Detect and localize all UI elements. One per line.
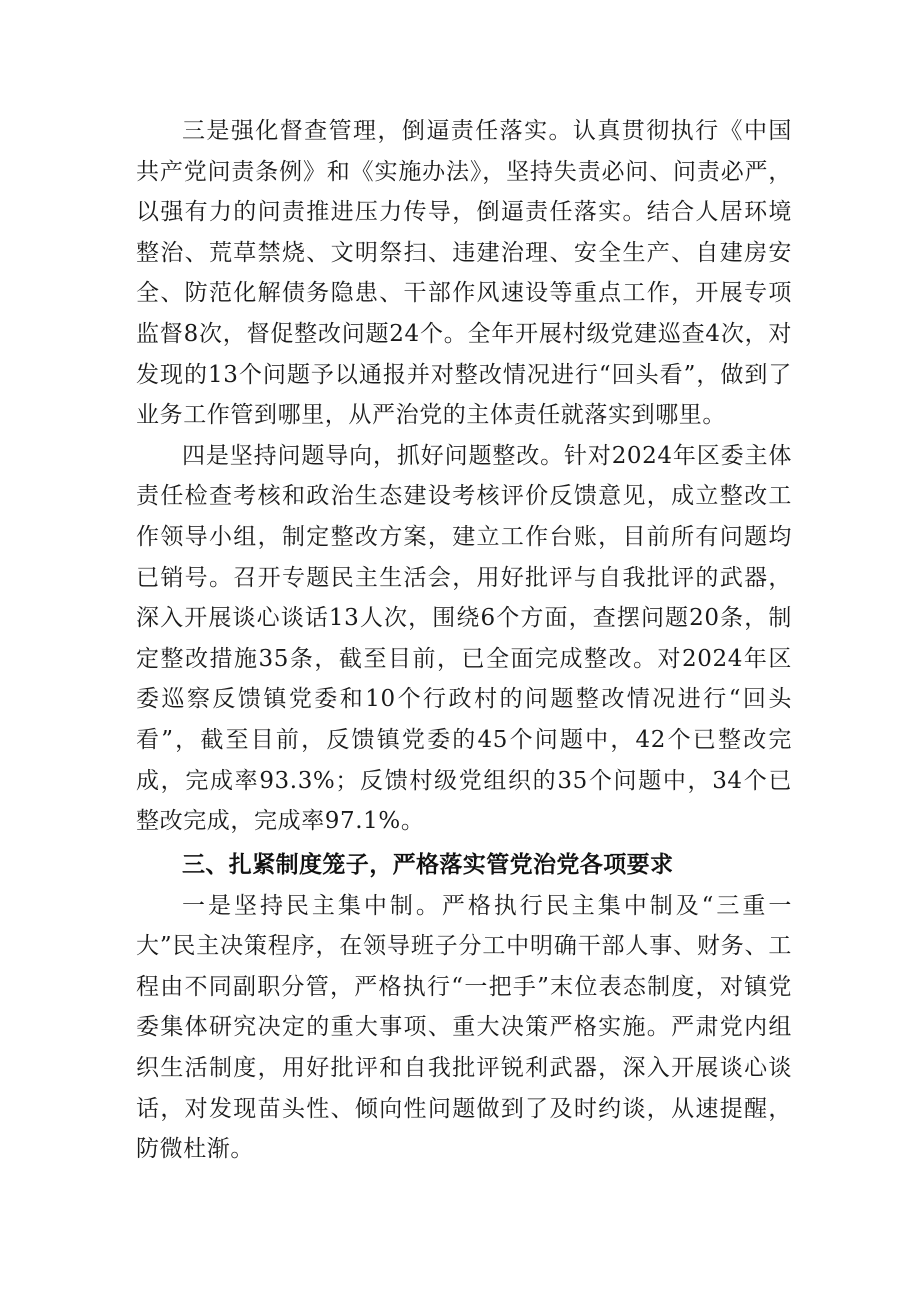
document-body: [136, 111, 792, 1170]
section-heading-institutional-cage: 三、扎紧制度笼子，严格落实管党治党各项要求: [182, 851, 674, 878]
paragraph-democratic-centralism: 一是坚持民主集中制。严格执行民主集中制及“三重一大”民主决策程序，在领导班子分工中明确干部人事、财务、工程由不同副职分管，严格执行“一把手”末位表态制度，对镇党委集体研究决定的重大事项、重大决策严格实施。严肃党内组织生活制度，用好批评和自我批评锐利武器，深入开展谈心谈话，对发现苗头性、倾向性问题做到了及时约谈，从速提醒，防微杜渐。: [136, 892, 792, 1163]
paragraph-supervision: 三是强化督查管理，倒逼责任落实。认真贯彻执行《中国共产党问责条例》和《实施办法》，坚持失责必问、问责必严，以强有力的问责推进压力传导，倒逼责任落实。结合人居环境整治、荒草禁烧、文明祭扫、违建治理、安全生产、自建房安全、防范化解债务隐患、干部作风速设等重点工作，开展专项监督8次，督促整改问题24个。全年开展村级党建巡查4次，对发现的13个问题予以通报并对整改情况进行“回头看”，做到了业务工作管到哪里，从严治党的主体责任就落实到哪里。: [136, 118, 792, 429]
paragraph-problem-rectification: 四是坚持问题导向，抓好问题整改。针对2024年区委主体责任检查考核和政治生态建设考核评价反馈意见，成立整改工作领导小组，制定整改方案，建立工作台账，目前所有问题均已销号。召开专题民主生活会，用好批评与自我批评的武器，深入开展谈心谈话13人次，围绕6个方面，查摆问题20条，制定整改措施35条，截至目前，已全面完成整改。对2024年区委巡察反馈镇党委和10个行政村的问题整改情况进行“回头看”，截至目前，反馈镇党委的45个问题中，42个已整改完成，完成率93.3%；反馈村级党组织的35个问题中，34个已整改完成，完成率97.1%。: [136, 442, 792, 835]
